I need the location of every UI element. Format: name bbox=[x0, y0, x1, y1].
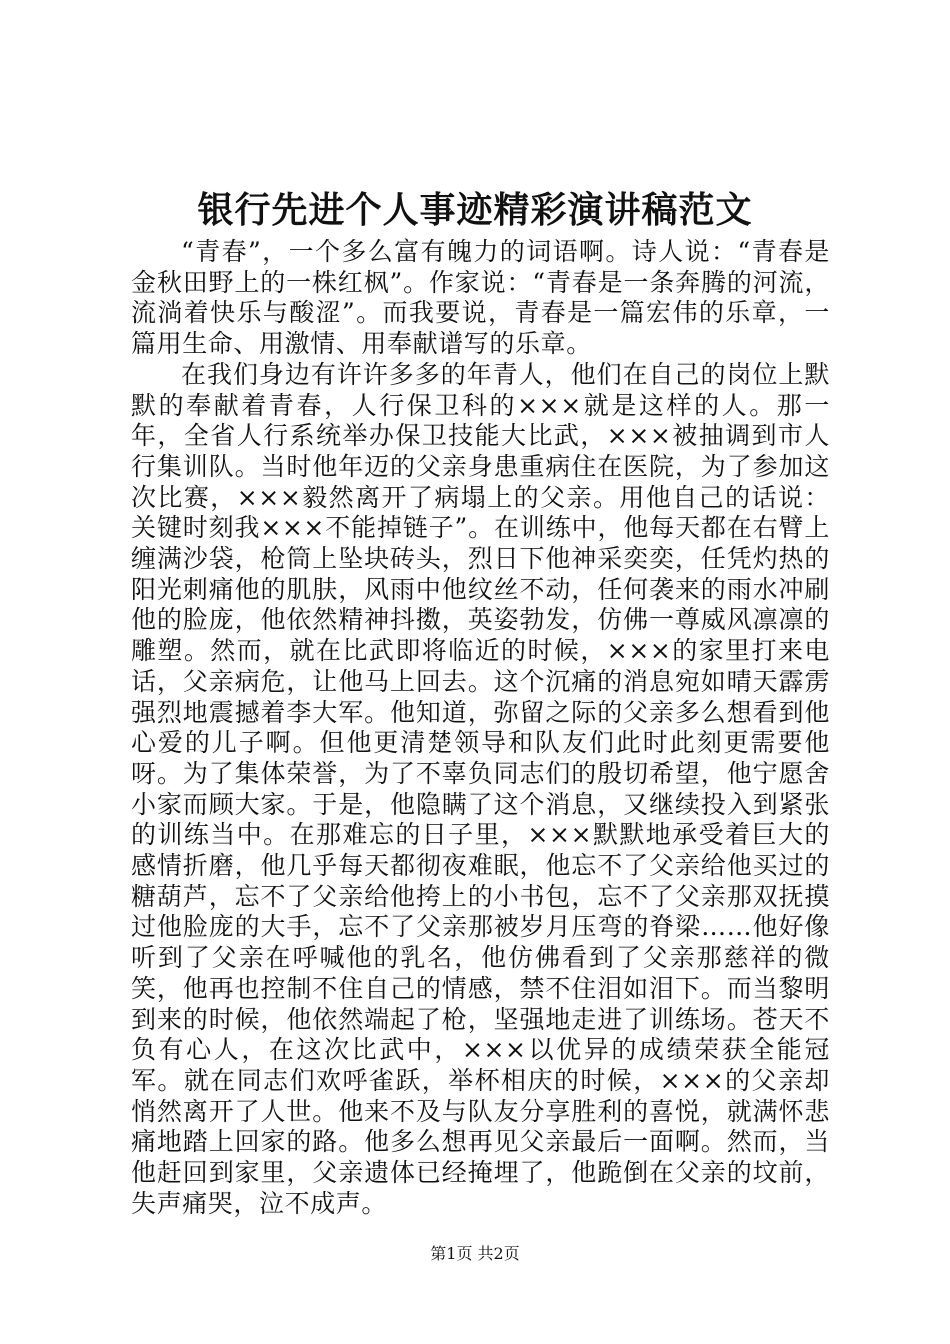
document-title: 银行先进个人事迹精彩演讲稿范文 bbox=[197, 189, 753, 231]
paragraph-2: 在我们身边有许许多多的年青人，他们在自己的岗位上默默的奉献着青春，人行保卫科的×××就是这样的人。那一年，全省人行系统举办保卫技能大比武，×××被抽调到市人行集训队。当时他年迈的父亲身患重病住在医院，为了参加这次比赛，×××毅然离开了病塌上的父亲。用他自己的话说：关键时刻我×××不能掉链子”。在训练中，他每天都在右臂上缠满沙袋，枪筒上坠块砖头，烈日下他神采奕奕，任凭灼热的阳光刺痛他的肌肤，风雨中他纹丝不动，任何袭来的雨水冲刷他的脸庞，他依然精神抖擞，英姿勃发，仿佛一尊威风凛凛的雕塑。然而，就在比武即将临近的时候，×××的家里打来电话，父亲病危，让他马上回去。这个沉痛的消息宛如晴天霹雳强烈地震撼着李大军。他知道，弥留之际的父亲多么想看到他心爱的儿子啊。但他更清楚领导和队友们此时此刻更需要他呀。为了集体荣誉，为了不辜负同志们的殷切希望，他宁愿舍小家而顾大家。于是，他隐瞒了这个消息，又继续投入到紧张的训练当中。在那难忘的日子里，×××默默地承受着巨大的感情折磨，他几乎每天都彻夜难眠，他忘不了父亲给他买过的糖葫芦，忘不了父亲给他挎上的小书包，忘不了父亲那双抚摸过他脸庞的大手，忘不了父亲那被岁月压弯的脊梁……他好像听到了父亲在呼喊他的乳名，他仿佛看到了父亲那慈祥的微笑，他再也控制不住自己的情感，禁不住泪如泪下。而当黎明到来的时候，他依然端起了枪，坚强地走进了训练场。苍天不负有心人，在这次比武中，×××以优异的成绩荣获全能冠军。就在同志们欢呼雀跃，举杯相庆的时候，×××的父亲却悄然离开了人世。他来不及与队友分享胜利的喜悦，就满怀悲痛地踏上回家的路。他多么想再见父亲最后一面啊。然而，当他赶回到家里，父亲遗体已经掩埋了，他跪倒在父亲的坟前，失声痛哭，泣不成声。 bbox=[131, 359, 830, 1218]
page-number-footer: 第1页 共2页 bbox=[430, 1244, 520, 1263]
paragraph-1: “青春”，一个多么富有魄力的词语啊。诗人说：“青春是金秋田野上的一株红枫”。作家说：“青春是一条奔腾的河流，流淌着快乐与酸涩”。而我要说，青春是一篇宏伟的乐章，一篇用生命、用激情、用奉献谱写的乐章。 bbox=[131, 237, 830, 359]
document-body bbox=[131, 237, 830, 1220]
